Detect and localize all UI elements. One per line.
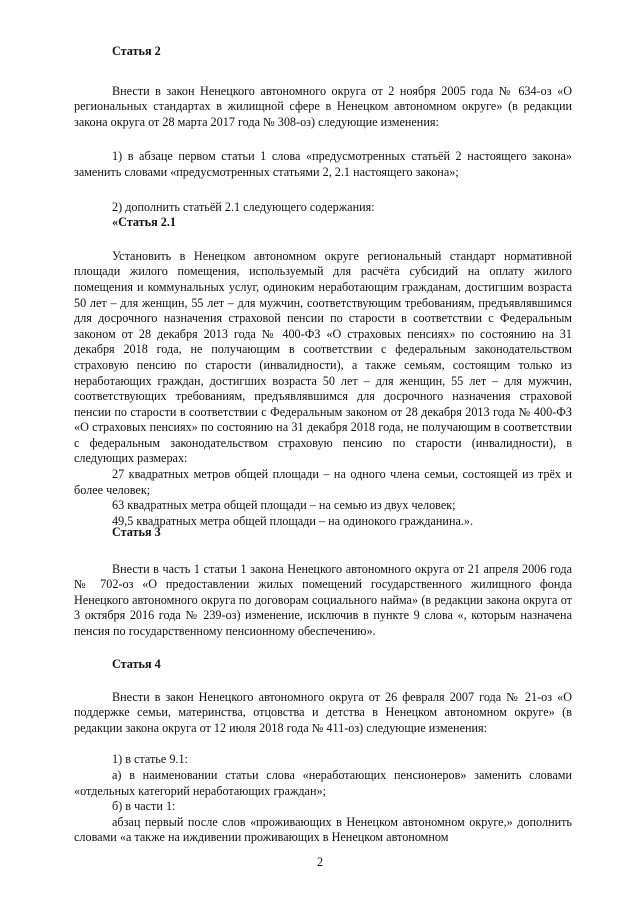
article-4-item-1: 1) в статье 9.1:	[112, 752, 188, 767]
article-2-1-heading: «Статья 2.1	[112, 215, 176, 230]
article-4-heading: Статья 4	[112, 657, 161, 671]
article-2-1-size-3: 49,5 квадратных метра общей площади – на одинокого гражданина.».	[112, 513, 474, 528]
article-3-body: Внести в часть 1 статьи 1 закона Ненецкого автономного округа от 21 апреля 2006 года № 702-оз «О предоставлении жилых помещений государственного жилищного фонда Ненецкого автономного округа по договорам социального найма» (в редакции закона округа от 3 октября 2016 года № 239-оз) изменение, исключив в пункте 9 слова «, которым назначена пенсия по государственному пенсионному обеспечению».	[74, 561, 572, 638]
article-4	[74, 657, 572, 846]
article-3	[74, 525, 572, 640]
article-4-item-1b-text: абзац первый после слов «проживающих в Ненецком автономном округе,» дополнить словами «а также на иждивении проживающих в Ненецком автономном	[74, 814, 572, 845]
article-2-1-size-2: 63 квадратных метра общей площади – на семью из двух человек;	[112, 498, 456, 513]
article-2-item-1: 1) в абзаце первом статьи 1 слова «предусмотренных статьёй 2 настоящего закона» заменить словами «предусмотренных статьями 2, 2.1 настоящего закона»;	[74, 149, 572, 179]
article-3-heading: Статья 3	[112, 525, 161, 539]
article-4-item-1b: б) в части 1:	[112, 799, 176, 814]
article-2-item-2: 2) дополнить статьёй 2.1 следующего содержания:	[112, 199, 375, 214]
article-2-1-body: Установить в Ненецком автономном округе региональный стандарт нормативной площади жилого помещения, используемый для расчёта субсидий на оплату жилого помещения и коммунальных услуг, одиноким неработающим гражданам, достигшим возраста 50 лет – для женщин, 55 лет – для мужчин, соответствующим требованиям, предъявлявшимся для досрочного назначения страховой пенсии по старости в соответствии с Федеральным законом от 28 декабря 2013 года № 400-ФЗ «О страховых пенсиях» по состоянию на 31 декабря 2018 года, не получающим в соответствии с федеральным законодательством страховую пенсию по старости (инвалидности), а также семьям, состоящим только из неработающих граждан, достигших возраста 50 лет – для женщин, 55 лет – для мужчин, соответствующих требованиям, предъявлявшимся для досрочного назначения страховой пенсии по старости в соответствии с Федеральным законом от 28 декабря 2013 года № 400-ФЗ «О страховых пенсиях» по состоянию на 31 декабря 2018 года, не получающим в соответствии с федеральным законодательством страховую пенсию по старости (инвалидности), в следующих размерах:	[74, 248, 572, 466]
article-4-intro: Внести в закон Ненецкого автономного округа от 26 февраля 2007 года № 21-оз «О поддержке семьи, материнства, отцовства и детства в Ненецком автономном округе» (в редакции закона округа от 12 июля 2018 года № 411-оз) следующие изменения:	[74, 689, 572, 735]
article-4-item-1a: а) в наименовании статьи слова «неработающих пенсионеров» заменить словами «отдельных категорий неработающих граждан»;	[74, 767, 572, 798]
page-number: 2	[316, 855, 324, 869]
article-2	[74, 44, 572, 529]
article-2-intro: Внести в закон Ненецкого автономного округа от 2 ноября 2005 года № 634-оз «О региональных стандартах в жилищной сфере в Ненецком автономном округе» (в редакции закона округа от 28 марта 2017 года № 308-оз) следующие изменения:	[74, 83, 572, 129]
article-2-1-size-1: 27 квадратных метров общей площади – на одного члена семьи, состоящей из трёх и более человек;	[74, 467, 572, 497]
article-2-heading: Статья 2	[112, 44, 161, 58]
